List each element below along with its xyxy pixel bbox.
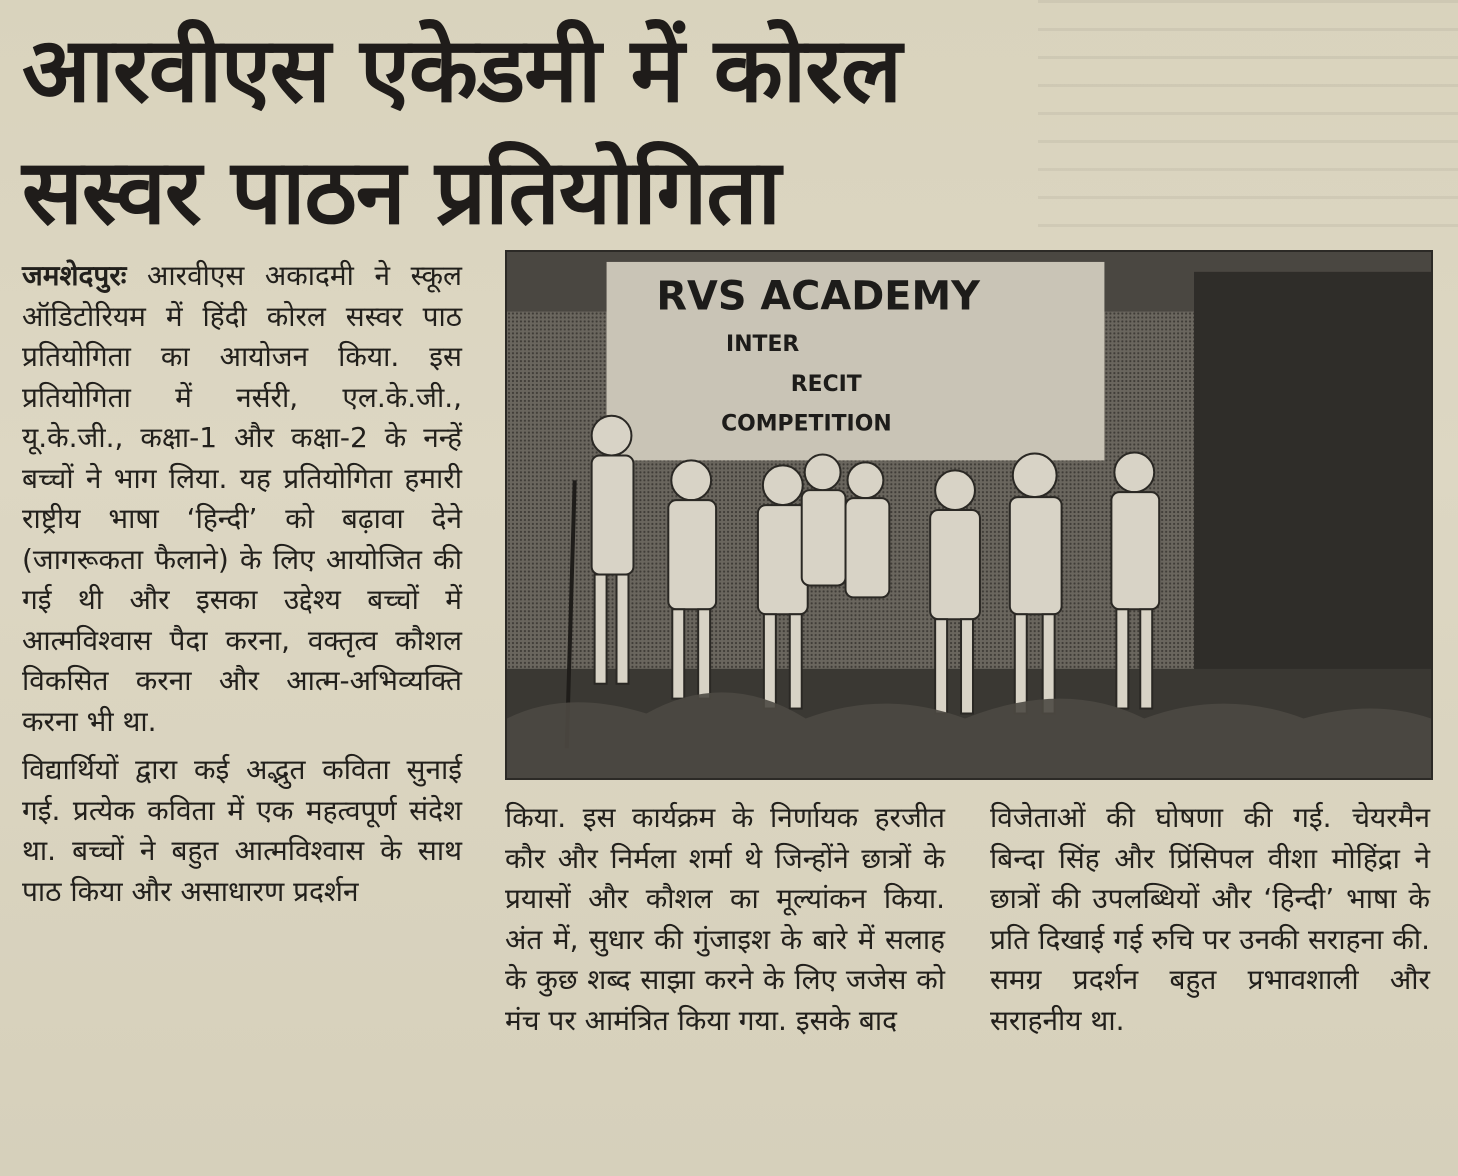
article-column-right bbox=[990, 798, 1430, 1049]
photo-illustration bbox=[507, 252, 1431, 778]
dateline: जमशेदपुरः bbox=[22, 259, 127, 292]
event-photo bbox=[505, 250, 1433, 780]
headline-line-2: सस्वर पाठन प्रतियोगिता bbox=[22, 140, 780, 245]
article-paragraph-3: किया. इस कार्यक्रम के निर्णायक हरजीत कौर और निर्मला शर्मा थे जिन्होंने छात्रों के प्रयासों और कौशल का मूल्यांकन किया. अंत में, सुधार की गुंजाइश के बारे में सलाह के कुछ शब्द साझा करने के लिए जजेस को मंच पर आमंत्रित किया गया. इसके बाद bbox=[505, 801, 945, 1037]
banner-line-2: RECIT bbox=[790, 371, 862, 397]
article-column-middle bbox=[505, 798, 945, 1049]
banner-line-3: COMPETITION bbox=[721, 411, 892, 437]
article-paragraph-2: विद्यार्थियों द्वारा कई अद्भुत कविता सुनाई गई. प्रत्येक कविता में एक महत्वपूर्ण संदेश था. बच्चों ने बहुत आत्मविश्वास के साथ पाठ किया और असाधारण प्रदर्शन bbox=[22, 753, 462, 908]
headline bbox=[22, 10, 1442, 254]
article-paragraph-1 bbox=[22, 256, 462, 742]
article-paragraph-4: विजेताओं की घोषणा की गई. चेयरमैन बिन्दा सिंह और प्रिंसिपल वीशा मोहिंद्रा ने छात्रों की उपलब्धियों और ‘हिन्दी’ भाषा के प्रति दिखाई गई रुचि पर उनकी सराहना की. समग्र प्रदर्शन बहुत प्रभावशाली और सराहनीय था. bbox=[990, 801, 1430, 1037]
paragraph-1-text: आरवीएस अकादमी ने स्कूल ऑडिटोरियम में हिंदी कोरल सस्वर पाठ प्रतियोगिता का आयोजन किया. इस प्रतियोगिता में नर्सरी, एल.के.जी., यू.के.जी., कक्षा-1 और कक्षा-2 के नन्हें बच्चों ने भाग लिया. यह प्रतियोगिता हमारी राष्ट्रीय भाषा ‘हिन्दी’ को बढ़ावा देने (जागरूकता फैलाने) के लिए आयोजित की गई थी और इसका उद्देश्य बच्चों में आत्मविश्वास पैदा करना, वक्तृत्व कौशल विकसित करना और आत्म-अभिव्यक्ति करना भी था. bbox=[22, 259, 462, 738]
article-column-left bbox=[22, 256, 462, 920]
banner-title: RVS ACADEMY bbox=[656, 273, 980, 320]
banner-line-1: INTER bbox=[726, 332, 800, 358]
headline-line-1: आरवीएस एकेडमी में कोरल bbox=[22, 18, 901, 123]
